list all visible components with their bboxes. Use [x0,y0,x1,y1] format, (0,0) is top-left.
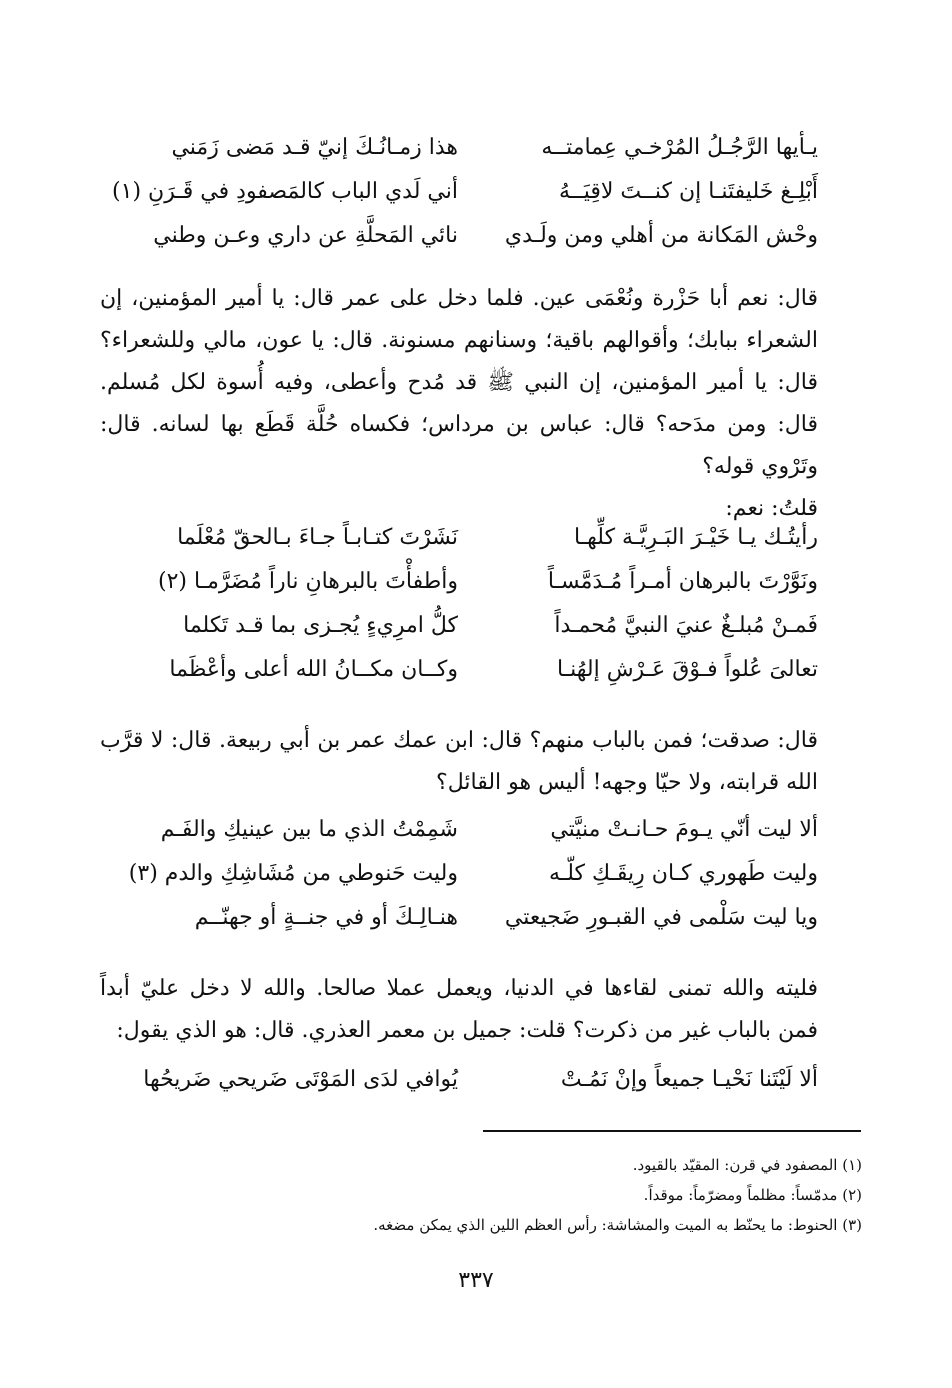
page-number: ٣٣٧ [458,1268,494,1293]
prose-paragraph: فليته والله تمنى لقاءها في الدنيا، ويعمل عملا صالحا. والله لا دخل عليّ أبداً فمن بالباب غير من ذكرت؟ قلت: جميل بن معمر العذري. قال: هو الذي يقول: [100,976,819,1043]
first-hemistich: ونَوَّرْتَ بالبرهان أمـراً مُـدَمَّسـاً [547,569,818,594]
second-hemistich: وكــان مكــانُ الله أعلى وأعْظَما [169,657,458,682]
first-hemistich: يـأيها الرَّجُـلُ المُرْخـي عِمامتــه [541,135,818,160]
verse-line [128,126,818,170]
verse-line [128,808,818,852]
prose-paragraph: قال: صدقت؛ فمن بالباب منهم؟ قال: ابن عمك عمر بن أبي ربيعة. قال: لا قرَّب الله قرابته، ولا حيّا وجهه! أليس هو القائل؟ [100,728,818,795]
second-hemistich: هنـالِـكَ أو في جنــةٍ أو جهنّــم [194,905,458,930]
verse-line [128,604,818,648]
poem-block-2 [128,516,818,692]
poem-block-4 [128,1058,818,1102]
prose-block-1 [100,278,818,530]
footnote: (٣) الحنوط: ما يحنّط به الميت والمشاشة: رأس العظم اللين الذي يمكن مضغه. [373,1216,862,1234]
verse-line [128,852,818,896]
first-hemistich: ويا ليت سَلْمى في القبـورِ ضَجيعتي [504,905,818,930]
second-hemistich: نائي المَحلَّةِ عن داري وعـن وطني [153,223,458,248]
verse-line [128,516,818,560]
verse-line [128,648,818,692]
second-hemistich: وأطفأْتَ بالبرهانِ ناراً مُضَرَّمـا (٢) [157,569,458,594]
verse-line [128,560,818,604]
footnote: (١) المصفود في قرن: المقيّد بالقيود. [632,1156,862,1174]
first-hemistich: ألا ليت أنّي يـومَ حـانـتْ منيَّتي [550,817,818,842]
footnotes [300,1150,862,1240]
first-hemistich: أَبْلِـغ خَليفتَنـا إن كنــتَ لاقِيَــهُ [559,179,818,204]
poem-block-1 [112,126,818,258]
first-hemistich: وليت طَهوري كـان رِيقَـكِ كلّـه [548,861,818,886]
verse-line [128,214,818,258]
prose-block-2 [100,720,818,804]
prose-block-3 [100,968,818,1052]
prose-paragraph: قلتُ: نعم: [725,496,818,521]
verse-line [112,170,818,214]
second-hemistich: كلُّ امرِيءٍ يُجـزى بما قـد تَكلما [183,613,458,638]
poem-block-3 [128,808,818,940]
second-hemistich: أني لَدي الباب كالمَصفودِ في قَـرَنِ (١) [112,179,458,204]
footnote-divider [483,1130,861,1132]
prose-paragraph: قال: نعم أبا حَزْرة ونُعْمَى عين. فلما دخل على عمر قال: يا أمير المؤمنين، إن الشعراء ببابك؛ وأقوالهم باقية؛ وسنانهم مسنونة. قال: يا عون، مالي وللشعراء؟ قال: يا أمير المؤمنين، إن النبي ﷺ قد مُدح وأعطى، وفيه أُسوة لكل مُسلم. قال: ومن مدَحه؟ قال: عباس بن مرداس؛ فكساه حُلَّة قَطَع بها لسانه. قال: وتَرْوي قوله؟ [100,286,818,479]
footnote: (٢) مدمّساً: مظلماً ومضرّماً: موقداً. [643,1186,862,1204]
second-hemistich: هذا زمـانُـكَ إنيّ قـد مَضى زَمَني [171,135,458,160]
first-hemistich: ألا لَيْتَنا نَحْيـا جميعاً وإنْ نَمُـتْ [560,1067,818,1092]
first-hemistich: تعالىَ عُلواً فـوْقَ عَـرْشِ إلهُنـا [556,657,818,682]
second-hemistich: نَشَرْتَ كتـابـاً جـاءَ بـالحقّ مُعْلَما [177,525,458,550]
second-hemistich: وليت حَنوطي من مُشَاشِكِ والدم (٣) [128,861,458,886]
verse-line [128,1058,818,1102]
first-hemistich: وحْش المَكانة من أهلي ومن ولَـدي [504,223,818,248]
second-hemistich: شَمِمْتُ الذي ما بين عينيكِ والفَـم [160,817,458,842]
verse-line [128,896,818,940]
first-hemistich: فَمـنْ مُبلـغٌ عنيَ النبيَّ مُحمـداً [554,613,818,638]
second-hemistich: يُوافي لدَى المَوْتَى ضَريحي ضَريحُها [143,1067,458,1092]
first-hemistich: رأيتُـك يـا خَيْـرَ البَـرِيَّـة كلِّهـا [574,525,818,550]
